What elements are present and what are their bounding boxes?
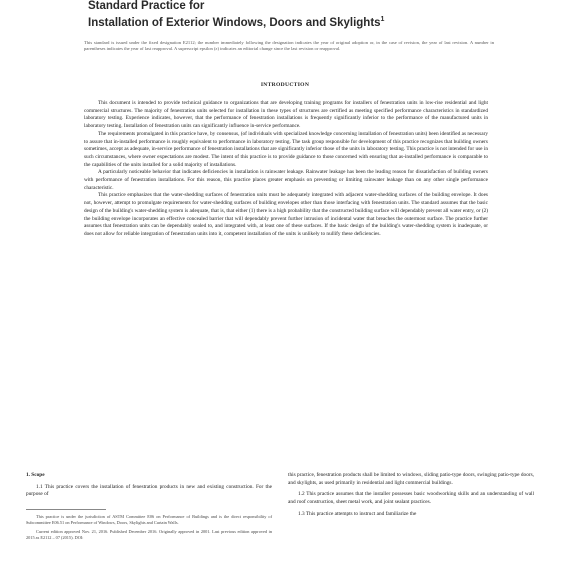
scope-paragraph-continued: this practice, fenestration products shall be limited to windows, sliding patio-type doors, swinging patio-type doors, and skylights, as used primarily in residential and light commercial buildings. [288, 472, 534, 486]
title-line-2 [88, 13, 508, 30]
intro-paragraph: This practice emphasizes that the water-shedding surfaces of fenestration units must be adequately integrated with adjacent water-shedding surfaces of the building envelope. It does not, however, attempt to promulgate requirements for water-shedding surfaces of building envelopes other than those interfacing with fenestration units. The standard assumes that the basic design of the building's water-shedding system is adequate, that is, that either (1) there is a high probability that the constructed building surface will dependably prevent all water entry, or (2) the building envelope incorporates an effective concealed barrier that will dependably prevent further intrusion of incidental water that breaches the outermost surface. The practice further assumes that fenestration units can be dependably sealed to, and integrated with, at least one of these surfaces. If the basic design of the building's water-shedding system is inadequate, or does not allow for reliable integration of fenestration units into it, competent installation of the units is unlikely to nullify these deficiencies. [84, 192, 488, 237]
footnote: Current edition approved Nov. 21, 2016. Published December 2016. Originally approved in 2001. Last previous edition approved in 2015 as E2112 – 07 (2015). DOI: [26, 529, 272, 540]
intro-paragraph: A particularly noticeable behavior that indicates deficiencies in installation is rainwater leakage. Rainwater leakage has been the leading reason for dissatisfaction of building owners with performance of fenestration installations. For this reason, this practice places greater emphasis on preventing or limiting rainwater leakage than on any other single performance characteristic. [84, 169, 488, 191]
title-footnote-mark: 1 [380, 16, 385, 23]
introduction-heading: INTRODUCTION [260, 82, 310, 88]
scope-heading: 1. Scope [26, 472, 45, 478]
left-column [26, 472, 272, 544]
intro-paragraph: The requirements promulgated in this practice have, by consensus, (of individuals with specialized knowledge concerning installation of fenestration units) been identified as necessary to assure that in-installed performance is roughly equivalent to performance in laboratory testing. The task group responsible for development of this practice recognizes that building owners sometimes, accept as adequate, in-service performance of fenestration installations that are significantly inferior those of the units in laboratory testing. This practice is not intended for use in such circumstances, where owner expectations are modest. The intent of this practice is to provide guidance to those concerned with ensuring that as-installed performance is comparable to the capabilities of the units installed for a solid majority of installations. [84, 130, 488, 168]
scope-paragraph: 1.3 This practice attempts to instruct and familiarize the [298, 510, 417, 517]
footnote: This practice is under the jurisdiction of ASTM Committee E06 on Performance of Buildings and is the direct responsibility of Subcommittee E06.51 on Performance of Windows, Doors, Skylights and Curtain Walls. [26, 514, 272, 525]
footnote-divider [26, 509, 106, 510]
scope-paragraph: 1.2 This practice assumes that the installer possesses basic woodworking skills and an understanding of wall and roof construction, sheet metal work, and joint sealant practices. [288, 491, 534, 506]
title-line-1: Standard Practice for [88, 0, 205, 12]
designation-notice: This standard is issued under the fixed designation E2112; the number immediately following the designation indicates the year of original adoption or, in the case of revision, the year of last revision. A number in parentheses indicates the year of last reapproval. A superscript epsilon (ε) indicates an editorial change since the last revision or reapproval. [84, 40, 494, 51]
title-text: Installation of Exterior Windows, Doors and Skylights [88, 16, 381, 29]
intro-paragraph: This document is intended to provide technical guidance to organizations that are developing training programs for installers of fenestration units in low-rise residential and light commercial structures. The majority of fenestration units selected for installation in these types of structures are certified as meeting specified performance characteristics in standardized laboratory testing. Experience indicates, however, that the performance of fenestration installations is frequently significantly inferior to the performance of the manufactured units in laboratory testing. Installation of fenestration units can significantly influence in-service performance. [84, 100, 488, 130]
document-title [88, 0, 508, 30]
introduction-body [84, 100, 488, 239]
scope-paragraph: 1.1 This practice covers the installation of fenestration products in new and existing construction. For the purpose of [26, 483, 272, 498]
right-column [288, 472, 534, 523]
